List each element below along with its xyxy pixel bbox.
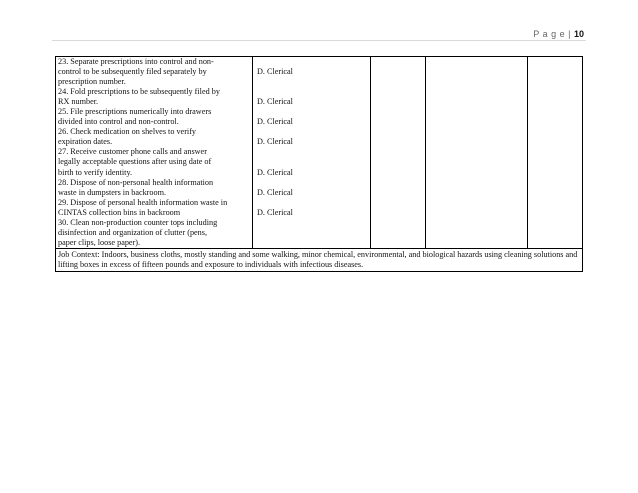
category-label [257,127,366,137]
task-line: CINTAS collection bins in backroom [58,207,181,217]
task-line: expiration dates. [58,137,113,147]
job-context-row [56,248,583,271]
task-line: RX number. [58,97,99,107]
task-lines [58,57,250,248]
category-label: D. Clerical [257,97,293,107]
task-line: 30. Clean non-production counter tops including [58,217,218,227]
category-label [257,218,366,228]
task-line: 25. File prescriptions numerically into drawers [58,107,212,117]
category-lines [257,57,366,248]
job-context-text: Job Context: Indoors, business cloths, mostly standing and some walking, minor chemical, environmental, and biological hazards using cleaning solutions and lifting boxes in excess of fifteen pounds and exposure to individuals with infectious diseases. [58,249,578,269]
page-label: P a g e [533,29,566,39]
category-label [257,57,366,67]
task-line: 24. Fold prescriptions to be subsequently filed by [58,87,220,97]
header-rule [52,40,586,41]
category-label: D. Clerical [257,167,293,177]
task-line: control to be subsequently filed separately by [58,67,207,77]
category-label: D. Clerical [257,117,293,127]
page-number-header [533,29,584,39]
task-line: disinfection and organization of clutter (pens, [58,227,207,237]
task-description-cell [56,57,253,249]
category-label [257,157,366,167]
duties-table [55,56,583,272]
task-line: paper clips, loose paper). [58,237,141,247]
category-cell [253,57,371,249]
empty-cell-3 [528,57,583,249]
category-label [257,198,366,208]
page-separator: | [568,29,571,39]
task-line: 27. Receive customer phone calls and answer [58,147,207,157]
task-line: prescription number. [58,77,126,87]
task-line: 29. Dispose of personal health information waste in [58,197,228,207]
task-line: 28. Dispose of non-personal health information [58,177,214,187]
job-context-cell [56,248,583,271]
task-line: birth to verify identity. [58,167,133,177]
category-label: D. Clerical [257,137,293,147]
page-number: 10 [573,29,584,39]
category-label [257,77,366,87]
empty-cell-2 [426,57,528,249]
category-label [257,238,366,248]
category-label [257,107,366,117]
category-label: D. Clerical [257,187,293,197]
task-line: 23. Separate prescriptions into control and non- [58,57,214,66]
category-label [257,178,366,188]
task-line: divided into control and non-control. [58,117,179,127]
category-label: D. Clerical [257,67,293,77]
category-label: D. Clerical [257,207,293,217]
task-line: legally acceptable questions after using date of [58,157,212,167]
category-label [257,228,366,238]
task-line: waste in dumpsters in backroom. [58,187,167,197]
task-row [56,57,583,249]
category-label [257,87,366,97]
category-label [257,147,366,157]
empty-cell-1 [371,57,426,249]
task-line: 26. Check medication on shelves to verify [58,127,197,137]
